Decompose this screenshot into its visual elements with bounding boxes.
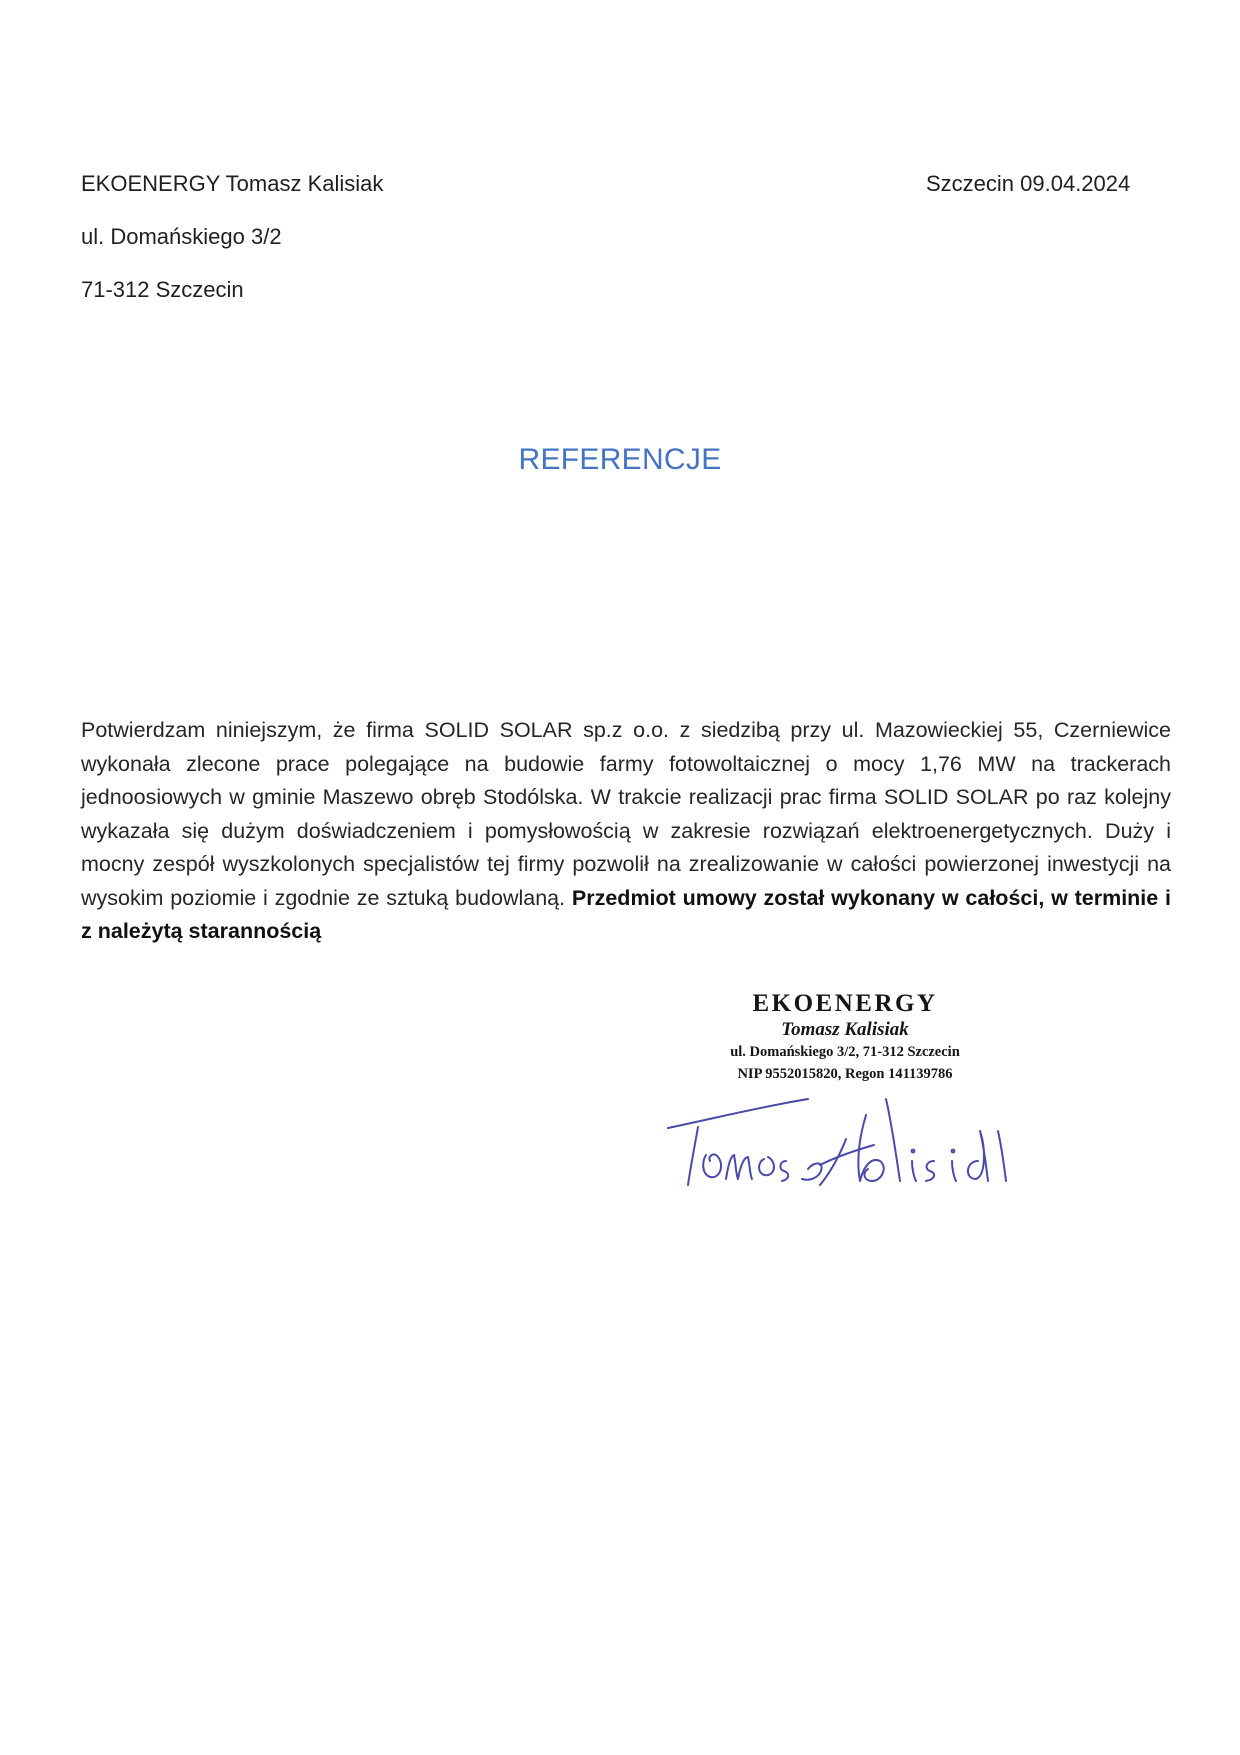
- body-text-bold: Przedmiot umowy został wykonany w całości, w terminie i z należytą starannością: [81, 885, 1171, 943]
- stamp-company-name: EKOENERGY: [752, 990, 938, 1017]
- body-paragraph: [81, 714, 1171, 949]
- document-title: REFERENCJE: [518, 443, 722, 476]
- stamp-tax-ids: NIP 9552015820, Regon 141139786: [737, 1066, 953, 1082]
- body-text-regular: Potwierdzam niniejszym, że firma SOLID SOLAR sp.z o.o. z siedzibą przy ul. Mazowieckiej 55, Czerniewice wykonała zlecone prace polegające na budowie farmy fotowoltaicznej o mocy 1,76 MW na trackerach jednoosiowych w gminie Maszewo obręb Stodólska. W trakcie realizacji prac firma SOLID SOLAR po raz kolejny wykazała się dużym doświadczeniem i pomysłowością w zakresie rozwiązań elektroenergetycznych. Duży i mocny zespół wyszkolonych specjalistów tej firmy pozwolił na zrealizowanie w całości powierzonej inwestycji na wysokim poziomie i zgodnie ze sztuką budowlaną.: [81, 718, 1171, 910]
- place-and-date: Szczecin 09.04.2024: [926, 171, 1131, 196]
- handwritten-signature: [660, 1095, 1050, 1205]
- stamp-person-name: Tomasz Kalisiak: [781, 1019, 909, 1040]
- signature-strokes: [668, 1099, 1006, 1185]
- sender-street: ul. Domańskiego 3/2: [81, 224, 282, 249]
- sender-city: 71-312 Szczecin: [81, 277, 244, 302]
- company-stamp: [700, 990, 990, 1085]
- sender-name: EKOENERGY Tomasz Kalisiak: [81, 171, 384, 196]
- stamp-address: ul. Domańskiego 3/2, 71-312 Szczecin: [730, 1044, 960, 1060]
